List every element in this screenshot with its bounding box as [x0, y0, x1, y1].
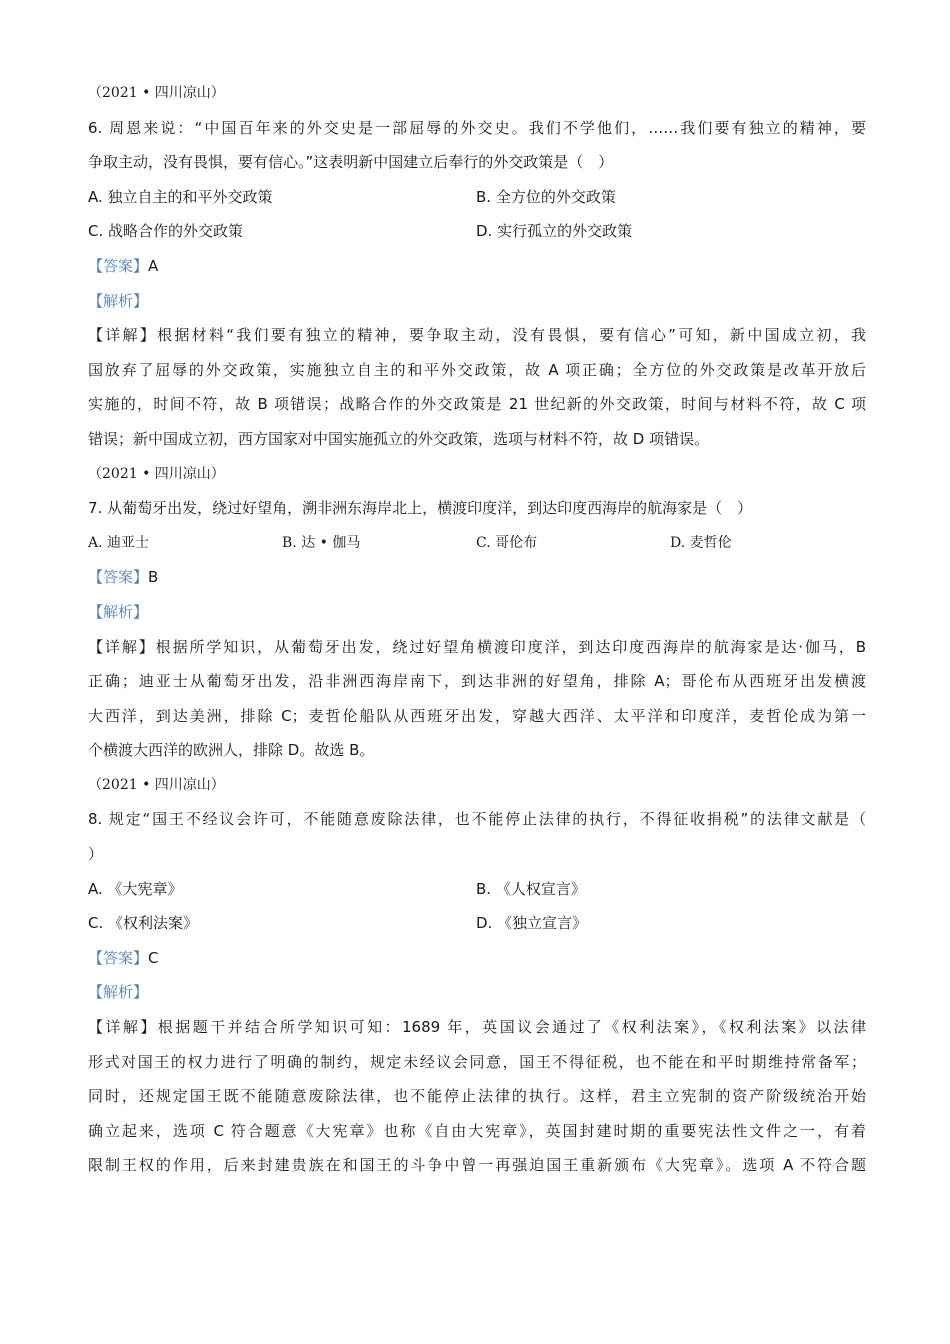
q8-source: （2021 • 四川凉山）	[88, 776, 225, 793]
q8-detail-text-1: 根据题干并结合所学知识可知：1689 年，英国议会通过了《权利法案》，《权利法案》以法律	[157, 1018, 866, 1037]
q6-detail-line-3: 实施的，时间不符，故 B 项错误；战略合作的外交政策是 21 世纪新的外交政策，时间与材料不符，故 C 项	[88, 395, 866, 414]
q8-stem-line-2: ）	[88, 845, 104, 864]
q7-detail-line-4: 个横渡大西洋的欧洲人，排除 D。故选 B。	[88, 741, 375, 760]
detail-tag: 【详解】	[88, 326, 158, 345]
q7-detail-text-1: 根据所学知识，从葡萄牙出发，绕过好望角横渡印度洋，到达印度西海岸的航海家是达·伽马，B	[155, 637, 866, 656]
q7-stem: 7. 从葡萄牙出发，绕过好望角，溯非洲东海岸北上，横渡印度洋，到达印度西海岸的航海家是（ ）	[88, 499, 753, 518]
q6-option-a: A. 独立自主的和平外交政策	[88, 187, 273, 206]
answer-tag: 【答案】	[88, 256, 149, 275]
q7-detail-line-1	[88, 630, 866, 665]
detail-tag: 【详解】	[88, 637, 156, 656]
detail-tag: 【详解】	[88, 1018, 158, 1037]
q7-options-row	[88, 526, 866, 561]
q6-option-d: D. 实行孤立的外交政策	[476, 222, 633, 241]
q8-stem-line-1: 8. 规定“国王不经议会许可，不能随意废除法律，也不能停止法律的执行，不得征收捐税”的法律文献是（	[88, 810, 866, 829]
q6-detail-line-2: 国放弃了屈辱的外交政策，实施独立自主的和平外交政策，故 A 项正确；全方位的外交政策是改革开放后	[88, 360, 866, 379]
answer-tag: 【答案】	[88, 948, 149, 967]
q7-answer	[88, 560, 866, 595]
q6-stem-line-1: 6. 周恩来说：“中国百年来的外交史是一部屈辱的外交史。我们不学他们，……我们要有独立的精神，要	[88, 118, 866, 137]
q6-options-row-2	[88, 214, 866, 249]
q8-detail-line-4: 确立起来，选项 C 符合题意《大宪章》也称《自由大宪章》，英国封建时期的重要宪法性文件之一，有着	[88, 1121, 866, 1140]
q6-analysis-tag: 【解析】	[88, 291, 149, 310]
q6-answer-value: A	[148, 256, 159, 275]
q8-detail-line-1	[88, 1010, 866, 1045]
q7-option-b: B. 达 • 伽马	[282, 534, 361, 551]
q8-detail-line-5: 限制王权的作用，后来封建贵族在和国王的斗争中曾一再强迫国王重新颁布《大宪章》。选项 A 不符合题	[88, 1156, 866, 1175]
q6-detail-line-1	[88, 318, 866, 353]
q7-answer-value: B	[148, 568, 159, 587]
q8-option-d: D. 《独立宣言》	[476, 914, 588, 933]
q7-analysis-tag: 【解析】	[88, 602, 149, 621]
q7-source: （2021 • 四川凉山）	[88, 465, 225, 482]
q7-option-d: D. 麦哲伦	[670, 534, 732, 551]
q8-detail-line-2: 形式对国王的权力进行了明确的制约，规定未经议会同意，国王不得征税，也不能在和平时期维持常备军；	[88, 1052, 866, 1071]
document-page	[88, 76, 866, 1183]
q8-options-row-1	[88, 872, 866, 907]
q7-option-c: C. 哥伦布	[476, 534, 538, 551]
q8-answer	[88, 941, 866, 976]
q7-detail-line-2: 正确；迪亚士从葡萄牙出发，沿非洲西海岸南下，到达非洲的好望角，排除 A；哥伦布从西班牙出发横渡	[88, 672, 866, 691]
q8-option-c: C. 《权利法案》	[88, 914, 199, 933]
q6-answer	[88, 249, 866, 284]
q6-options-row-1	[88, 180, 866, 215]
q6-option-b: B. 全方位的外交政策	[476, 187, 616, 206]
q8-option-a: A. 《大宪章》	[88, 879, 183, 898]
q8-options-row-2	[88, 906, 866, 941]
q6-source: （2021 • 四川凉山）	[88, 85, 225, 101]
q6-detail-line-4: 错误；新中国成立初，西方国家对中国实施孤立的外交政策，选项与材料不符，故 D 项错误。	[88, 429, 710, 448]
q6-stem-line-2: 争取主动，没有畏惧，要有信心。”这表明新中国建立后奉行的外交政策是（ ）	[88, 153, 614, 172]
q8-detail-line-3: 同时，还规定国王既不能随意废除法律，也不能停止法律的执行。这样，君主立宪制的资产阶级统治开始	[88, 1087, 866, 1106]
q7-option-a: A. 迪亚士	[88, 534, 150, 551]
q6-option-c: C. 战略合作的外交政策	[88, 222, 244, 241]
q8-answer-value: C	[148, 948, 159, 967]
answer-tag: 【答案】	[88, 568, 149, 587]
q8-analysis-tag: 【解析】	[88, 983, 149, 1002]
q8-option-b: B. 《人权宣言》	[476, 879, 586, 898]
q7-detail-line-3: 大西洋，到达美洲，排除 C；麦哲伦船队从西班牙出发，穿越大西洋、太平洋和印度洋，麦哲伦成为第一	[88, 706, 866, 725]
q6-detail-text-1: 根据材料“我们要有独立的精神，要争取主动，没有畏惧，要有信心”可知，新中国成立初，我	[157, 326, 866, 345]
